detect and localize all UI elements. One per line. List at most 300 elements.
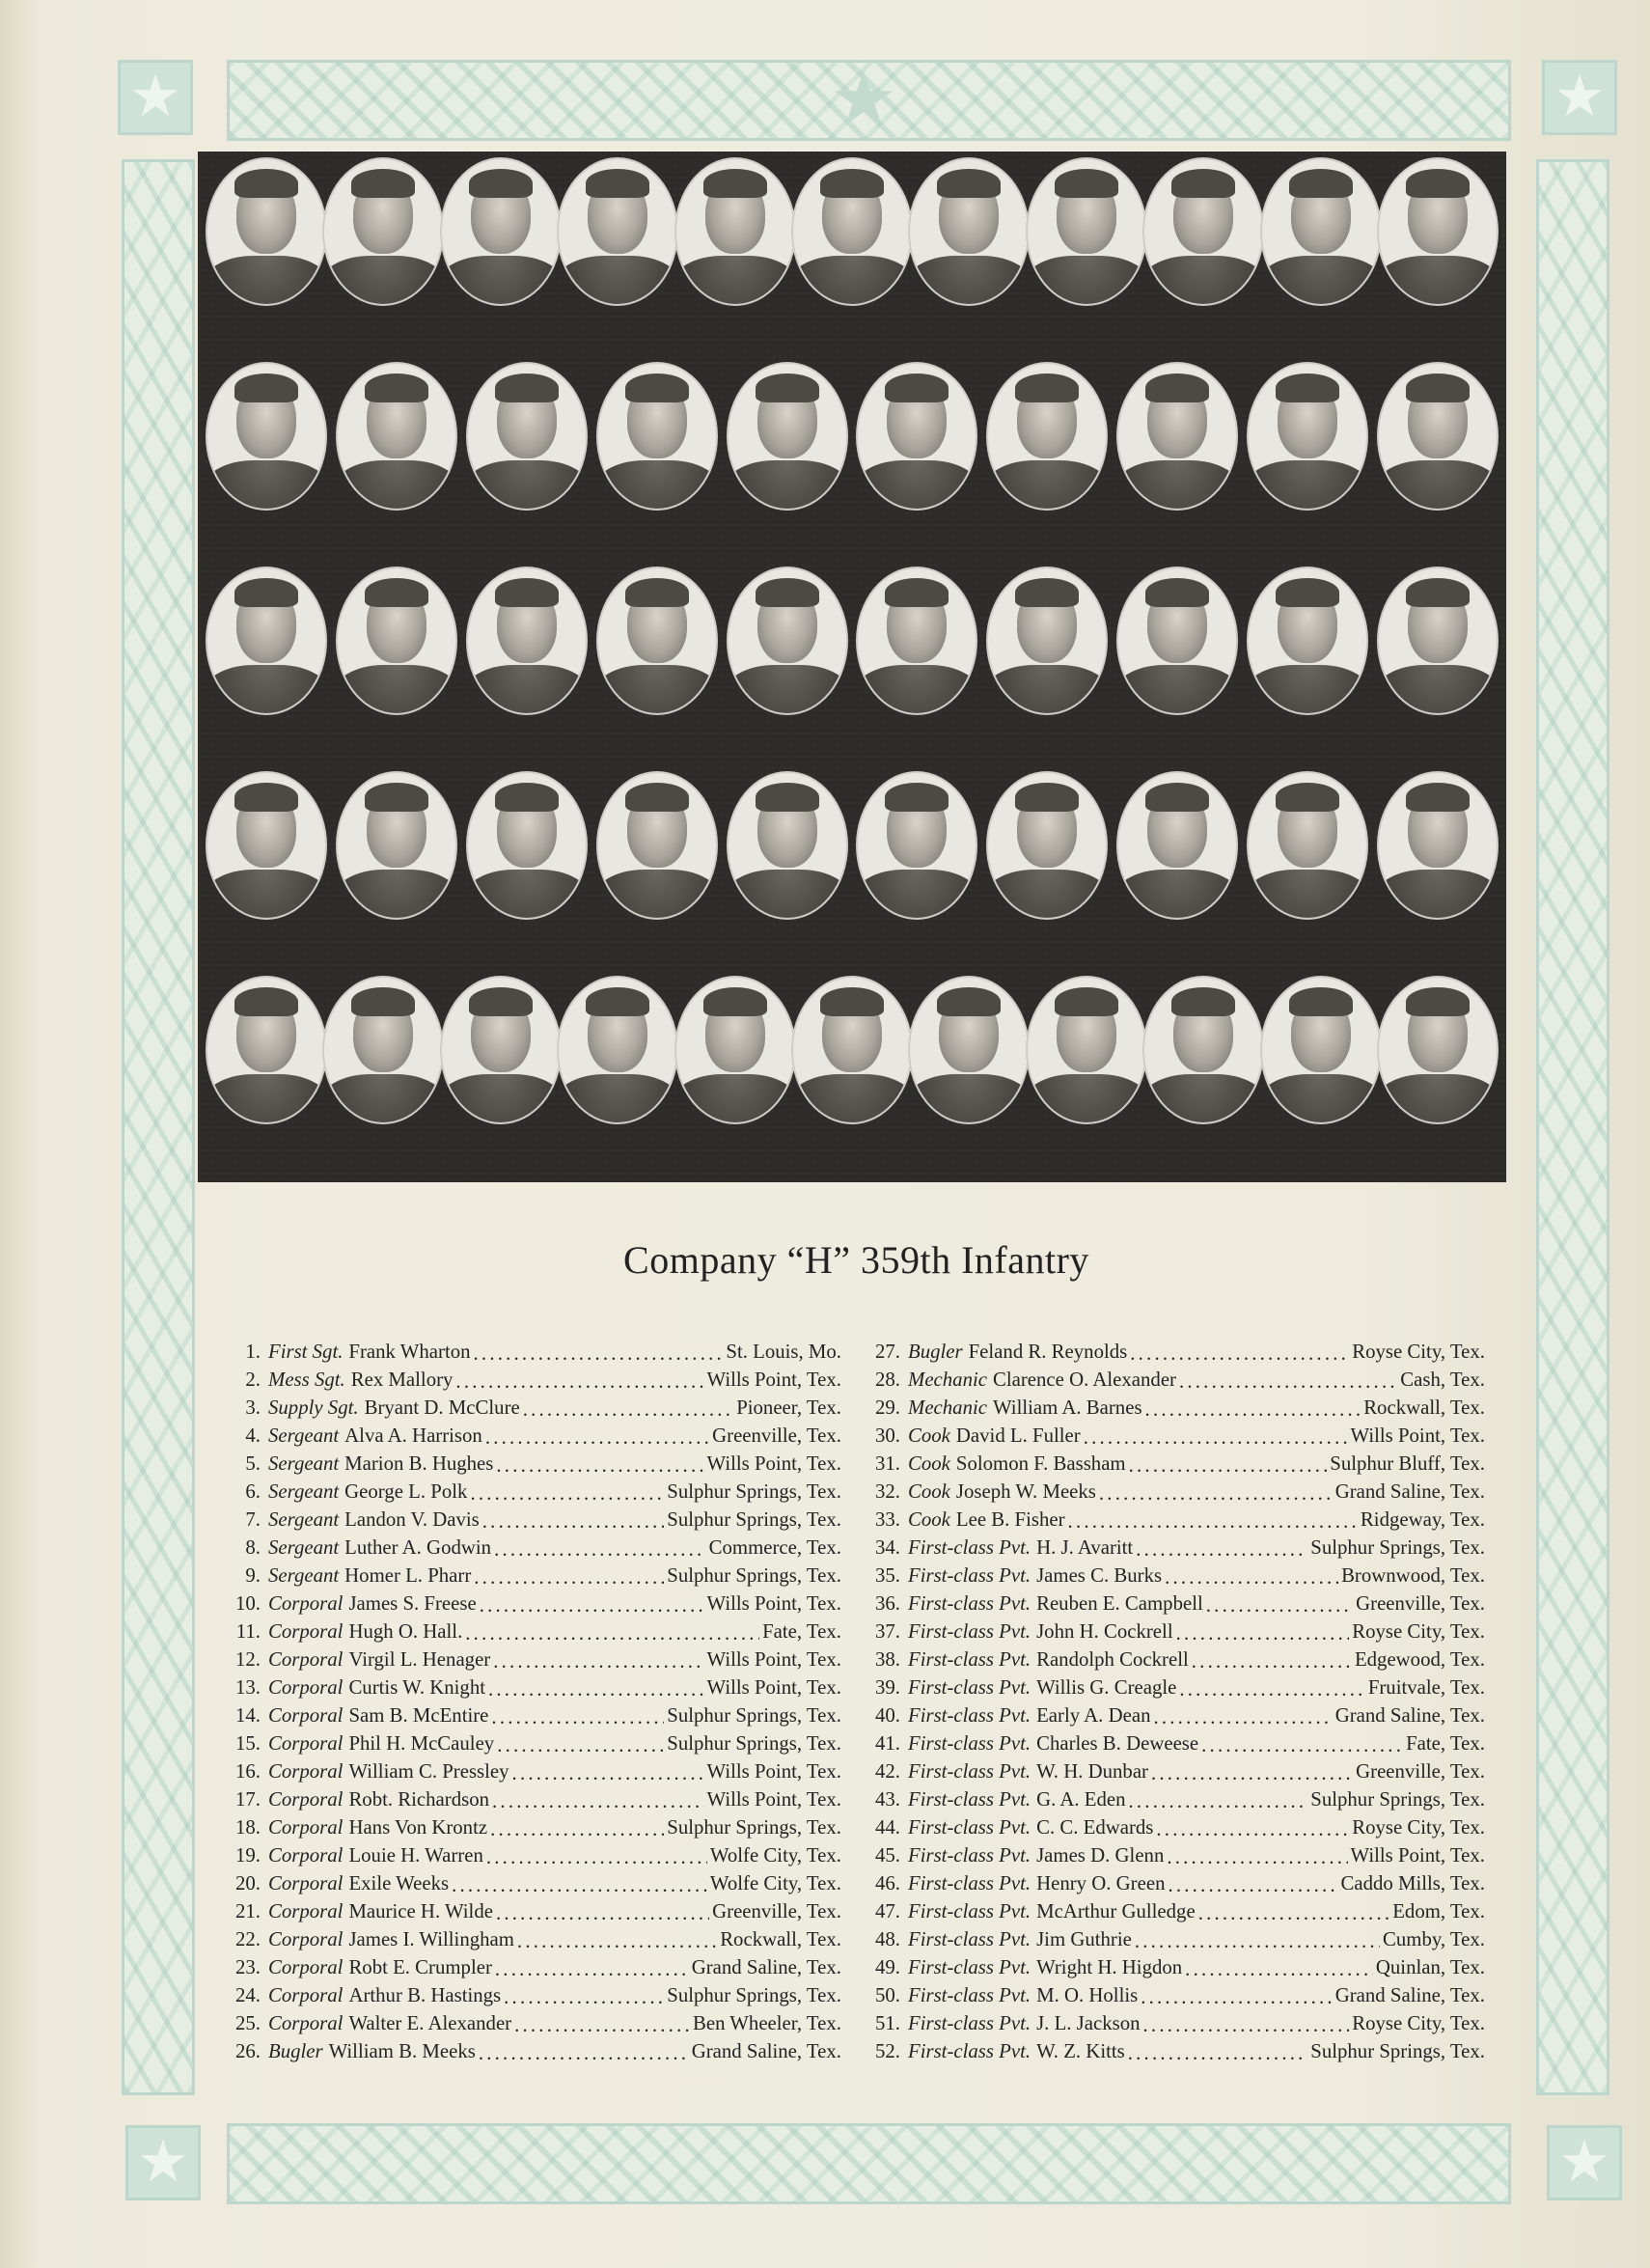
roster-name: Walter E. Alexander (348, 2012, 512, 2034)
roster-num: 13. (235, 1676, 261, 1699)
roster-num: 44. (875, 1816, 900, 1839)
dot-leader (1206, 1594, 1353, 1616)
soldier-portrait (324, 159, 442, 304)
dot-leader (1176, 1622, 1350, 1644)
roster-town: Grand Saline, Tex. (691, 1956, 841, 1978)
roster-num: 47. (875, 1900, 900, 1922)
roster-rank: Cook (908, 1508, 950, 1531)
roster-num: 30. (875, 1424, 900, 1447)
roster-town: Rockwall, Tex. (1363, 1397, 1485, 1419)
ornamental-border-right (1536, 159, 1609, 2095)
roster-name: Sam B. McEntire (348, 1704, 489, 1727)
roster-num: 17. (235, 1788, 261, 1811)
soldier-portrait (442, 978, 560, 1122)
roster-town: Wolfe City, Tex. (709, 1844, 841, 1867)
roster-town: Fruitvale, Tex. (1367, 1676, 1485, 1699)
soldier-portrait (468, 773, 586, 918)
roster-entry (871, 1616, 1485, 1644)
roster-num: 25. (235, 2012, 261, 2034)
roster-entry (232, 1364, 841, 1392)
soldier-portrait (207, 773, 325, 918)
soldier-portrait (1262, 159, 1380, 304)
roster-town: Ben Wheeler, Tex. (692, 2012, 841, 2034)
roster-num: 29. (875, 1397, 900, 1419)
roster-town: Sulphur Springs, Tex. (667, 1732, 841, 1755)
star-icon: ★ (1542, 60, 1617, 135)
soldier-portrait (676, 159, 794, 304)
roster-entry (871, 1951, 1485, 1979)
soldier-portrait (988, 773, 1106, 918)
soldier-portrait (1144, 978, 1262, 1122)
roster-name: Willis G. Creagle (1036, 1676, 1177, 1699)
roster-name: Lee B. Fisher (955, 1508, 1065, 1531)
roster-name: Charles B. Deweese (1036, 1732, 1199, 1755)
roster-rank: First-class Pvt. (908, 1536, 1031, 1559)
roster-rank: Cook (908, 1424, 950, 1447)
soldier-portrait (1379, 773, 1497, 918)
roster-rank: Mess Sgt. (268, 1369, 345, 1391)
soldier-portrait (676, 978, 794, 1122)
roster-rank: First-class Pvt. (908, 1676, 1031, 1699)
roster-town: Wills Point, Tex. (706, 1676, 841, 1699)
roster-name: Arthur B. Hastings (348, 1984, 502, 2006)
roster-entry (232, 1560, 841, 1588)
roster-num: 39. (875, 1676, 900, 1699)
dot-leader (479, 2042, 689, 2063)
roster-entry (232, 1895, 841, 1923)
roster-town: Sulphur Springs, Tex. (667, 1508, 841, 1531)
soldier-portrait (858, 568, 976, 713)
roster-entry (232, 1784, 841, 1812)
soldier-portrait (324, 978, 442, 1122)
roster-entry (232, 1476, 841, 1504)
dot-leader (504, 1986, 664, 2007)
roster-rank: First-class Pvt. (908, 1648, 1031, 1671)
roster-entry (232, 1923, 841, 1951)
soldier-portrait (1379, 364, 1497, 509)
star-icon: ★ (125, 2125, 201, 2200)
roster-entry (232, 1672, 841, 1700)
roster-town: Sulphur Springs, Tex. (1310, 1788, 1485, 1811)
roster-town: Wills Point, Tex. (706, 1760, 841, 1783)
roster-rank: Sergeant (268, 1480, 340, 1503)
soldier-portrait (1144, 159, 1262, 304)
roster-entry (871, 1560, 1485, 1588)
roster-town: Wills Point, Tex. (706, 1648, 841, 1671)
roster-town: Wills Point, Tex. (1350, 1844, 1485, 1867)
roster-num: 35. (875, 1564, 900, 1587)
portrait-row (198, 974, 1506, 1157)
soldier-portrait (858, 773, 976, 918)
roster-rank: Corporal (268, 2012, 344, 2034)
roster-name: Alva A. Harrison (344, 1424, 482, 1447)
dot-leader (492, 1790, 704, 1812)
roster-entry (871, 1644, 1485, 1672)
roster-town: Sulphur Bluff, Tex. (1330, 1452, 1485, 1475)
roster-entry (232, 1700, 841, 1728)
roster-name: Joseph W. Meeks (955, 1480, 1096, 1503)
roster-rank: First-class Pvt. (908, 1928, 1031, 1950)
roster-rank: First-class Pvt. (908, 1592, 1031, 1615)
dot-leader (1201, 1734, 1403, 1756)
roster-num: 21. (235, 1900, 261, 1922)
roster-entry (871, 1392, 1485, 1420)
roster-entry (232, 1420, 841, 1448)
roster-name: David L. Fuller (955, 1424, 1081, 1447)
roster-rank: Corporal (268, 1844, 344, 1867)
roster-rank: First-class Pvt. (908, 2040, 1031, 2062)
roster-name: Reuben E. Campbell (1036, 1592, 1203, 1615)
dot-leader (1099, 1482, 1333, 1504)
dot-leader (493, 1650, 703, 1672)
soldier-portrait (559, 159, 676, 304)
roster-num: 7. (245, 1508, 261, 1531)
roster-entry (232, 1728, 841, 1756)
roster-town: Greenville, Tex. (1356, 1760, 1485, 1783)
roster-town: Sulphur Springs, Tex. (667, 1816, 841, 1839)
roster-rank: Mechanic (908, 1369, 987, 1391)
roster-num: 45. (875, 1844, 900, 1867)
roster-name: Early A. Dean (1036, 1704, 1151, 1727)
roster-entry (871, 1476, 1485, 1504)
roster-num: 52. (875, 2040, 900, 2062)
roster-name: Virgil L. Henager (348, 1648, 491, 1671)
roster-rank: First-class Pvt. (908, 1704, 1031, 1727)
roster-column-right (871, 1336, 1485, 2063)
roster-name: Hans Von Krontz (348, 1816, 488, 1839)
roster-entry (232, 1839, 841, 1867)
portrait-row (198, 360, 1506, 543)
roster-entry (232, 1812, 841, 1839)
roster-num: 18. (235, 1816, 261, 1839)
roster-name: C. C. Edwards (1036, 1816, 1154, 1839)
roster-name: James S. Freese (348, 1592, 477, 1615)
roster-entry (871, 1420, 1485, 1448)
roster-num: 42. (875, 1760, 900, 1783)
roster-rank: First-class Pvt. (908, 1844, 1031, 1867)
roster-rank: Corporal (268, 1732, 344, 1755)
roster-name: Curtis W. Knight (348, 1676, 485, 1699)
roster-name: Louie H. Warren (348, 1844, 483, 1867)
roster-rank: Corporal (268, 1648, 344, 1671)
soldier-portrait (598, 773, 716, 918)
roster-num: 24. (235, 1984, 261, 2006)
roster-num: 3. (245, 1397, 261, 1419)
roster-rank: First-class Pvt. (908, 1984, 1031, 2006)
roster-name: Homer L. Pharr (344, 1564, 472, 1587)
soldier-portrait (207, 978, 325, 1122)
roster-rank: First-class Pvt. (908, 1732, 1031, 1755)
roster-num: 2. (245, 1369, 261, 1391)
roster-rank: First Sgt. (268, 1341, 344, 1363)
roster-entry (232, 1392, 841, 1420)
dot-leader (1129, 1790, 1308, 1812)
roster-town: Greenville, Tex. (1356, 1592, 1485, 1615)
roster-entry (871, 1504, 1485, 1532)
soldier-portrait (1379, 159, 1497, 304)
roster-rank: First-class Pvt. (908, 1900, 1031, 1922)
roster-num: 14. (235, 1704, 261, 1727)
roster-entry (871, 1979, 1485, 2007)
dot-leader (1156, 1818, 1349, 1839)
soldier-portrait (729, 568, 846, 713)
roster-num: 12. (235, 1648, 261, 1671)
roster-rank: Corporal (268, 1676, 344, 1699)
dot-leader (1168, 1874, 1337, 1895)
roster-name: J. L. Jackson (1036, 2012, 1141, 2034)
roster-num: 22. (235, 1928, 261, 1950)
roster-town: Quinlan, Tex. (1375, 1956, 1485, 1978)
dot-leader (496, 1454, 703, 1476)
dot-leader (1185, 1958, 1373, 1979)
dot-leader (497, 1734, 664, 1756)
roster-town: Grand Saline, Tex. (691, 2040, 841, 2062)
dot-leader (455, 1370, 703, 1392)
roster-num: 46. (875, 1872, 900, 1895)
dot-leader (1128, 2042, 1308, 2063)
roster-entry (232, 1504, 841, 1532)
roster-rank: First-class Pvt. (908, 1788, 1031, 1811)
roster-rank: Corporal (268, 1872, 344, 1895)
roster-town: Grand Saline, Tex. (1334, 1984, 1485, 2006)
roster-name: Frank Wharton (348, 1341, 471, 1363)
dot-leader (474, 1566, 664, 1588)
roster-entry (871, 1923, 1485, 1951)
roster-num: 37. (875, 1620, 900, 1643)
roster-entry (871, 1700, 1485, 1728)
dot-leader (1136, 1538, 1307, 1560)
roster-town: Greenville, Tex. (712, 1424, 841, 1447)
dot-leader (465, 1622, 759, 1644)
roster-entry (871, 1895, 1485, 1923)
soldier-portrait (598, 364, 716, 509)
soldier-portrait (207, 568, 325, 713)
roster-rank: Bugler (908, 1341, 963, 1363)
roster-town: Brownwood, Tex. (1341, 1564, 1485, 1587)
roster-num: 49. (875, 1956, 900, 1978)
roster-entry (871, 1672, 1485, 1700)
roster-town: Wills Point, Tex. (706, 1452, 841, 1475)
roster-name: William A. Barnes (993, 1397, 1142, 1419)
dot-leader (1198, 1902, 1390, 1923)
roster-rank: First-class Pvt. (908, 1564, 1031, 1587)
soldier-portrait (207, 159, 325, 304)
roster-entry (232, 1336, 841, 1364)
roster-name: John H. Cockrell (1036, 1620, 1173, 1643)
roster-name: James I. Willingham (348, 1928, 514, 1950)
soldier-portrait (442, 159, 560, 304)
dot-leader (480, 1594, 704, 1616)
roster-town: Cumby, Tex. (1383, 1928, 1485, 1950)
roster-town: Sulphur Springs, Tex. (667, 1480, 841, 1503)
dot-leader (494, 1538, 706, 1560)
roster-town: Wills Point, Tex. (706, 1369, 841, 1391)
dot-leader (1130, 1342, 1349, 1364)
soldier-portrait (1118, 364, 1236, 509)
roster-rank: Cook (908, 1480, 950, 1503)
roster-town: Sulphur Springs, Tex. (1310, 1536, 1485, 1559)
dot-leader (523, 1398, 733, 1420)
dot-leader (1179, 1370, 1397, 1392)
roster-name: Solomon F. Bassham (955, 1452, 1126, 1475)
roster-name: Exile Weeks (348, 1872, 450, 1895)
roster-num: 32. (875, 1480, 900, 1503)
soldier-portrait (338, 568, 455, 713)
roster-rank: First-class Pvt. (908, 1956, 1031, 1978)
portrait-row (198, 565, 1506, 748)
roster-town: Sulphur Springs, Tex. (667, 1984, 841, 2006)
roster-entry (232, 1588, 841, 1616)
dot-leader (482, 1510, 665, 1532)
roster-town: Edom, Tex. (1392, 1900, 1485, 1922)
roster-town: Royse City, Tex. (1352, 1816, 1485, 1839)
roster-entry (871, 1728, 1485, 1756)
roster-name: James C. Burks (1036, 1564, 1163, 1587)
soldier-portrait (988, 568, 1106, 713)
roster-name: Maurice H. Wilde (348, 1900, 493, 1922)
roster-name: Wright H. Higdon (1036, 1956, 1183, 1978)
roster-num: 41. (875, 1732, 900, 1755)
roster-rank: Corporal (268, 1704, 344, 1727)
soldier-portrait (1249, 364, 1366, 509)
roster-name: Luther A. Godwin (344, 1536, 492, 1559)
roster-town: Sulphur Springs, Tex. (667, 1704, 841, 1727)
soldier-portrait (207, 364, 325, 509)
roster-entry (232, 1644, 841, 1672)
dot-leader (1141, 1986, 1333, 2007)
dot-leader (1165, 1566, 1338, 1588)
roster-rank: First-class Pvt. (908, 2012, 1031, 2034)
roster-entry (871, 1448, 1485, 1476)
roster-num: 48. (875, 1928, 900, 1950)
dot-leader (491, 1706, 664, 1728)
roster-num: 43. (875, 1788, 900, 1811)
soldier-portrait (910, 159, 1028, 304)
roster-entry (871, 1784, 1485, 1812)
roster-entry (871, 1588, 1485, 1616)
soldier-portrait (910, 978, 1028, 1122)
roster-rank: Sergeant (268, 1508, 340, 1531)
roster-num: 9. (245, 1564, 261, 1587)
soldier-portrait (1262, 978, 1380, 1122)
soldier-portrait (468, 568, 586, 713)
roster-num: 11. (235, 1620, 261, 1643)
roster-town: Sulphur Springs, Tex. (667, 1564, 841, 1587)
roster-rank: Sergeant (268, 1536, 340, 1559)
dot-leader (1192, 1650, 1352, 1672)
roster-town: Caddo Mills, Tex. (1340, 1872, 1485, 1895)
roster-town: Royse City, Tex. (1352, 1341, 1485, 1363)
dot-leader (1145, 1398, 1361, 1420)
roster-entry (232, 1951, 841, 1979)
dot-leader (486, 1846, 707, 1867)
roster-rank: Sergeant (268, 1452, 340, 1475)
dot-leader (1135, 1930, 1380, 1951)
roster-town: Royse City, Tex. (1352, 2012, 1485, 2034)
roster-num: 36. (875, 1592, 900, 1615)
roster-name: William B. Meeks (328, 2040, 476, 2062)
roster-rank: Corporal (268, 1760, 344, 1783)
roster-entry (232, 1448, 841, 1476)
roster-rank: First-class Pvt. (908, 1760, 1031, 1783)
roster-num: 38. (875, 1648, 900, 1671)
star-icon: ★ (118, 60, 193, 135)
roster-num: 16. (235, 1760, 261, 1783)
roster-name: Robt. Richardson (348, 1788, 490, 1811)
roster-town: Rockwall, Tex. (720, 1928, 841, 1950)
dot-leader (1151, 1762, 1353, 1784)
soldier-portrait (858, 364, 976, 509)
soldier-portrait (598, 568, 716, 713)
roster-num: 19. (235, 1844, 261, 1867)
roster-num: 15. (235, 1732, 261, 1755)
roster-entry (871, 1336, 1485, 1364)
dot-leader (1068, 1510, 1358, 1532)
roster-entry (232, 1532, 841, 1560)
roster-num: 27. (875, 1341, 900, 1363)
roster-name: Rex Mallory (350, 1369, 454, 1391)
roster-name: W. H. Dunbar (1036, 1760, 1148, 1783)
roster-num: 23. (235, 1956, 261, 1978)
roster-name: M. O. Hollis (1036, 1984, 1139, 2006)
roster-name: Bryant D. McClure (364, 1397, 520, 1419)
roster-rank: Corporal (268, 1620, 344, 1643)
dot-leader (474, 1342, 724, 1364)
soldier-portrait (1028, 978, 1145, 1122)
roster-num: 26. (235, 2040, 261, 2062)
soldier-portrait (1028, 159, 1145, 304)
dot-leader (470, 1482, 664, 1504)
roster-rank: Corporal (268, 1788, 344, 1811)
roster-entry (871, 1364, 1485, 1392)
roster-column-left (232, 1336, 841, 2063)
roster-town: Sulphur Springs, Tex. (1310, 2040, 1485, 2062)
roster-town: Wills Point, Tex. (706, 1788, 841, 1811)
roster-entry (232, 1979, 841, 2007)
roster-name: Robt E. Crumpler (348, 1956, 492, 1978)
portrait-grid (198, 152, 1506, 1182)
soldier-portrait (468, 364, 586, 509)
soldier-portrait (793, 978, 911, 1122)
roster-num: 40. (875, 1704, 900, 1727)
star-icon: ★ (830, 56, 897, 143)
roster-town: Fate, Tex. (1406, 1732, 1485, 1755)
roster-town: Wolfe City, Tex. (709, 1872, 841, 1895)
roster-town: Cash, Tex. (1400, 1369, 1485, 1391)
roster-num: 50. (875, 1984, 900, 2006)
roster-name: William C. Pressley (348, 1760, 509, 1783)
roster-town: Fate, Tex. (762, 1620, 841, 1643)
dot-leader (485, 1426, 709, 1448)
soldier-portrait (1249, 773, 1366, 918)
roster-town: Pioneer, Tex. (736, 1397, 841, 1419)
portrait-row (198, 769, 1506, 953)
dot-leader (1179, 1678, 1364, 1700)
roster-rank: Bugler (268, 2040, 323, 2062)
roster-name: Clarence O. Alexander (993, 1369, 1176, 1391)
roster-entry (871, 1867, 1485, 1895)
dot-leader (1143, 2014, 1350, 2035)
roster-rank: First-class Pvt. (908, 1816, 1031, 1839)
portrait-row (198, 155, 1506, 339)
page-title: Company “H” 359th Infantry (623, 1238, 1089, 1282)
roster-rank: Corporal (268, 1928, 344, 1950)
roster-town: Commerce, Tex. (708, 1536, 841, 1559)
dot-leader (488, 1678, 704, 1700)
roster-rank: Sergeant (268, 1424, 340, 1447)
roster-name: Henry O. Green (1036, 1872, 1166, 1895)
roster-name: George L. Polk (344, 1480, 468, 1503)
